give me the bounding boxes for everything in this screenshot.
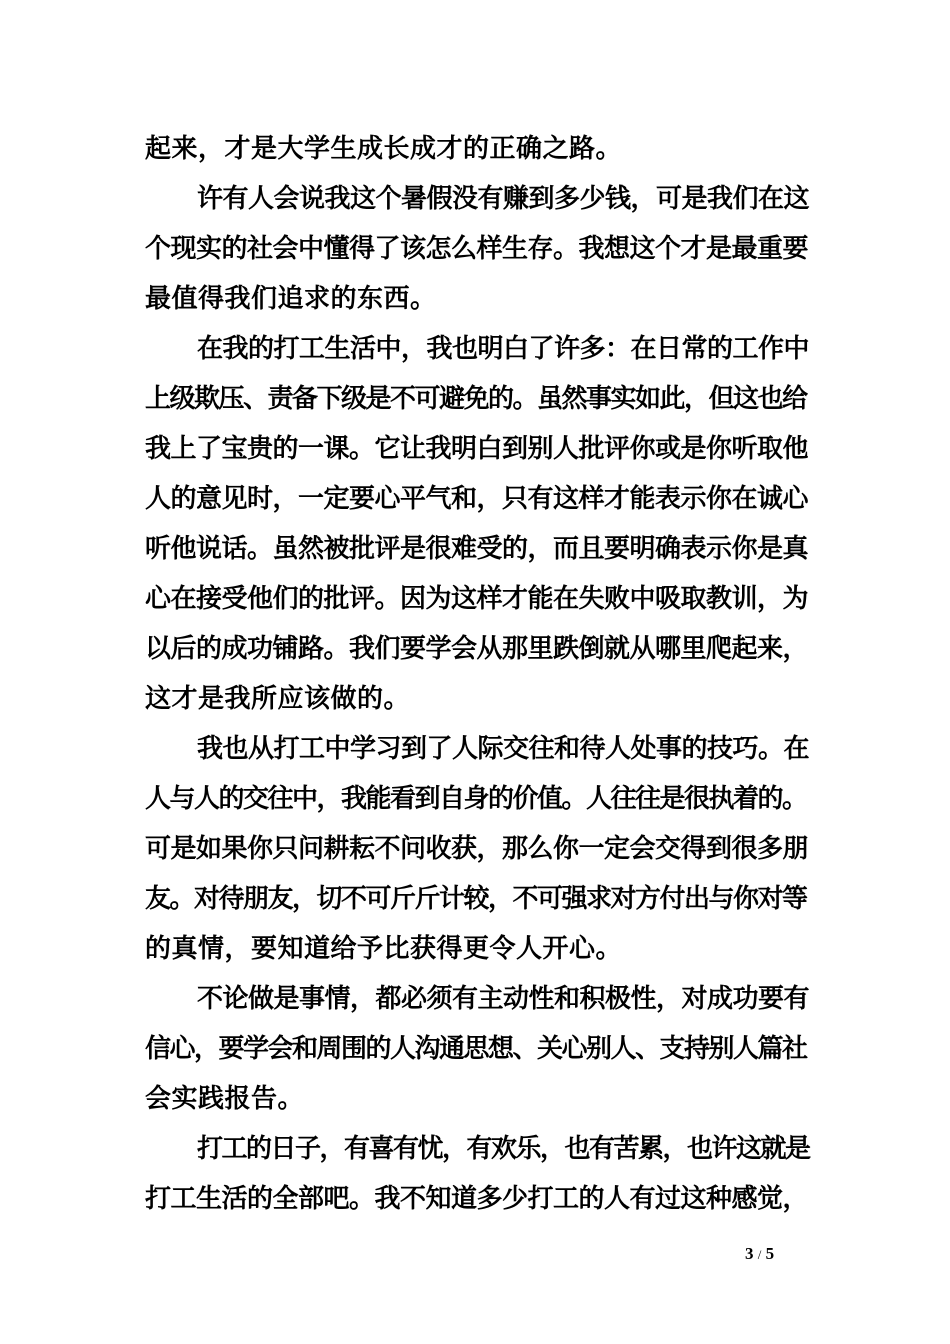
text-line: 不论做是事情，都必须有主动性和积极性，对成功要有 — [197, 984, 810, 1014]
text-line: 心在接受他们的批评。因为这样才能在失败中吸取教训，为 — [145, 584, 809, 614]
text-line: 上级欺压、责备下级是不可避免的。虽然事实如此，但这也给 — [145, 384, 807, 414]
text-line: 的真情，要知道给予比获得更令人开心。 — [145, 934, 623, 964]
text-line: 听他说话。虽然被批评是很难受的，而且要明确表示你是真 — [145, 534, 809, 564]
text-line: 起来，才是大学生成长成才的正确之路。 — [145, 134, 623, 164]
page-number — [745, 1244, 774, 1264]
text-line: 人与人的交往中，我能看到自身的价值。人往往是很执着的。 — [145, 784, 807, 814]
text-line: 我也从打工中学习到了人际交往和待人处事的技巧。在 — [197, 734, 810, 764]
text-line: 打工的日子，有喜有忧，有欢乐，也有苦累，也许这就是 — [197, 1134, 810, 1164]
text-line: 许有人会说我这个暑假没有赚到多少钱，可是我们在这 — [197, 184, 810, 214]
text-line: 打工生活的全部吧。我不知道多少打工的人有过这种感觉， — [145, 1184, 809, 1214]
text-line: 在我的打工生活中，我也明白了许多：在日常的工作中 — [197, 334, 810, 364]
text-line: 最值得我们追求的东西。 — [145, 284, 437, 314]
body-text — [145, 124, 810, 1224]
text-line: 人的意见时，一定要心平气和，只有这样才能表示你在诚心 — [145, 484, 809, 514]
text-line: 会实践报告。 — [145, 1084, 305, 1114]
text-line: 以后的成功铺路。我们要学会从那里跌倒就从哪里爬起来， — [145, 634, 809, 664]
page-current: 3 — [745, 1244, 754, 1263]
text-line: 个现实的社会中懂得了该怎么样生存。我想这个才是最重要 — [145, 234, 809, 264]
text-line: 可是如果你只问耕耘不问收获，那么你一定会交得到很多朋 — [145, 834, 809, 864]
text-line: 我上了宝贵的一课。它让我明白到别人批评你或是你听取他 — [145, 434, 809, 464]
text-line: 信心，要学会和周围的人沟通思想、关心别人、支持别人篇社 — [145, 1034, 807, 1064]
page-separator: / — [757, 1247, 762, 1262]
text-line: 这才是我所应该做的。 — [145, 684, 411, 714]
text-line: 友。对待朋友，切不可斤斤计较，不可强求对方付出与你对等 — [145, 884, 807, 914]
page-total: 5 — [765, 1244, 775, 1263]
